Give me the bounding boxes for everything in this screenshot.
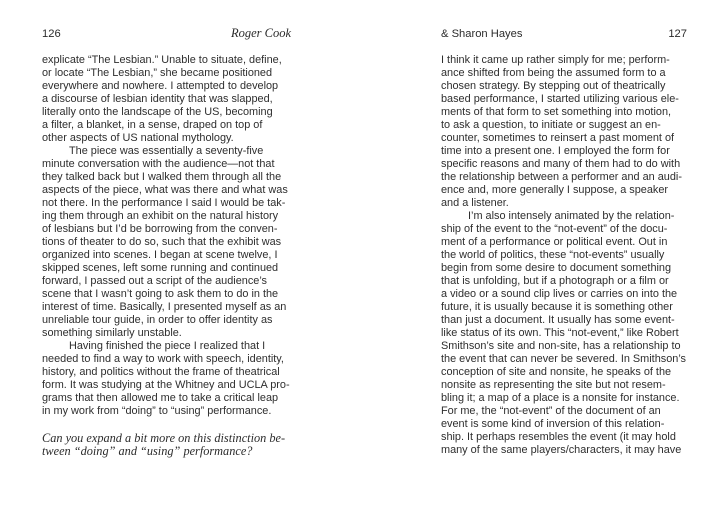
interview-question xyxy=(42,432,285,458)
text-line: begin from some desire to document something xyxy=(441,262,672,274)
body-text xyxy=(42,54,290,418)
text-line: and a listener. xyxy=(441,197,509,209)
text-line: the event that can never be severed. In Smithson’s xyxy=(441,353,686,365)
text-line: specific reasons and many of them had to do with xyxy=(441,158,681,170)
text-line: to ask a question, to initiate or suggest an en- xyxy=(441,119,661,131)
body-text xyxy=(441,54,686,457)
text-line: time into a present one. I employed the form for xyxy=(441,145,670,157)
text-line: conception of site and nonsite, he speaks of the xyxy=(441,366,672,378)
question-line: tween “doing” and “using” performance? xyxy=(42,444,253,458)
running-head: & Sharon Hayes xyxy=(441,28,523,40)
text-line: scene that I wasn’t going to ask them to do in the xyxy=(42,288,279,300)
text-line: something similarly unstable. xyxy=(42,327,182,339)
text-line: other aspects of US national mythology. xyxy=(42,132,234,144)
page-number: 126 xyxy=(42,28,61,40)
text-line: everywhere and nowhere. I attempted to develop xyxy=(42,80,279,92)
page-number: 127 xyxy=(668,28,687,40)
text-line: in my work from “doing” to “using” performance. xyxy=(42,405,272,417)
text-line: ment of a performance or political event. Out in xyxy=(441,236,668,248)
text-line: forward, I passed out a script of the audience’s xyxy=(42,275,268,287)
text-line: ship of the event to the “not-event” of the docu- xyxy=(441,223,668,235)
text-line: they talked back but I walked them through all the xyxy=(42,171,282,183)
text-line: future, it is usually because it is something other xyxy=(441,301,673,313)
text-line: the world of politics, these “not-events” usually xyxy=(441,249,665,261)
text-line: chosen strategy. By stepping out of theatrically xyxy=(441,80,666,92)
text-line: counter, sometimes to reinsert a past moment of xyxy=(441,132,675,144)
text-line: not there. In the performance I said I would be tak- xyxy=(42,197,286,209)
text-line: tions of theater to do so, such that the exhibit was xyxy=(42,236,282,248)
text-line: skipped scenes, left some running and continued xyxy=(42,262,279,274)
text-line: unreliable tour guide, in order to offer identity as xyxy=(42,314,273,326)
text-line: I’m also intensely animated by the relation- xyxy=(468,210,675,222)
text-line: grams that then allowed me to take a critical leap xyxy=(42,392,279,404)
text-line: ence and, more generally I suppose, a speaker xyxy=(441,184,669,196)
text-line: The piece was essentially a seventy-five xyxy=(69,145,264,157)
text-line: many of the same players/characters, it may have xyxy=(441,444,682,456)
text-line: of lesbians but I’d be borrowing from the conven- xyxy=(42,223,278,235)
text-line: event is some kind of inversion of this relation- xyxy=(441,418,665,430)
text-line: bling it; a map of a place is a nonsite for instance. xyxy=(441,392,680,404)
text-line: ship. It perhaps resembles the event (it may hold xyxy=(441,431,676,443)
text-line: or locate “The Lesbian,” she became positioned xyxy=(42,67,273,79)
text-line: a discourse of lesbian identity that was slapped, xyxy=(42,93,273,105)
running-head: Roger Cook xyxy=(231,26,292,40)
text-line: form. It was studying at the Whitney and UCLA pro- xyxy=(42,379,290,391)
right-page xyxy=(364,0,728,505)
text-line: the relationship between a performer and an audi- xyxy=(441,171,682,183)
text-line: history, and politics without the frame of theatrical xyxy=(42,366,280,378)
text-line: organized into scenes. I began at scene twelve, I xyxy=(42,249,278,261)
text-line: ing them through an exhibit on the natural history xyxy=(42,210,279,222)
text-line: interest of time. Basically, I presented myself as an xyxy=(42,301,287,313)
text-line: nonsite as representing the site but not resem- xyxy=(441,379,666,391)
text-line: ments of that form to set something into motion, xyxy=(441,106,672,118)
text-line: ance shifted from being the assumed form to a xyxy=(441,67,666,79)
text-line: a filter, a blanket, in a sense, draped on top of xyxy=(42,119,263,131)
text-line: I think it came up rather simply for me; perform- xyxy=(441,54,670,66)
text-line: explicate “The Lesbian.” Unable to situate, define, xyxy=(42,54,282,66)
text-line: a video or a sound clip lives or carries on into the xyxy=(441,288,678,300)
text-line: that is unfolding, but if a photograph or a film or xyxy=(441,275,669,287)
text-line: minute conversation with the audience—not that xyxy=(42,158,275,170)
text-line: Having finished the piece I realized that I xyxy=(69,340,266,352)
text-line: aspects of the piece, what was there and what was xyxy=(42,184,288,196)
text-line: than just a document. It usually has some event- xyxy=(441,314,675,326)
question-line: Can you expand a bit more on this distinction be- xyxy=(42,431,286,445)
text-line: based performance, I started utilizing various ele- xyxy=(441,93,679,105)
text-line: like status of its own. This “not-event,” like Robert xyxy=(441,327,679,339)
text-line: literally onto the landscape of the US, becoming xyxy=(42,106,273,118)
text-line: For me, the “not-event” of the document of an xyxy=(441,405,661,417)
text-line: Smithson’s site and non-site, has a relationship to xyxy=(441,340,681,352)
text-line: needed to find a way to work with speech, identity, xyxy=(42,353,284,365)
